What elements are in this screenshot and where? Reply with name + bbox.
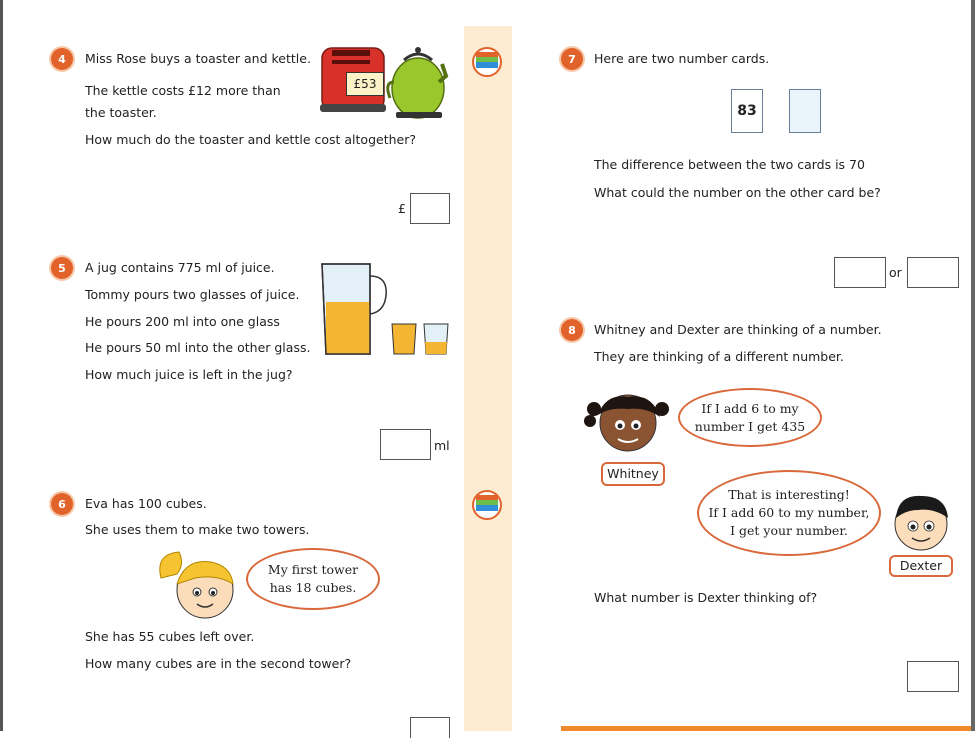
q6-answer-box[interactable] xyxy=(410,717,450,738)
q6-line1: Eva has 100 cubes. xyxy=(85,496,207,511)
page-spine xyxy=(464,26,512,731)
jug-and-glasses-image xyxy=(318,262,453,357)
price-tag: £53 xyxy=(346,72,384,96)
q7-answer-box-2[interactable] xyxy=(907,257,959,288)
number-card-83: 83 xyxy=(731,89,763,133)
dexter-bubble-line3: I get your number. xyxy=(730,523,848,538)
q8-line2: They are thinking of a different number. xyxy=(594,349,844,364)
whitney-bubble-line2: number I get 435 xyxy=(694,418,806,434)
q5-ml-unit: ml xyxy=(434,438,450,453)
whitney-face xyxy=(584,395,674,455)
q5-answer-box[interactable] xyxy=(380,429,431,460)
question-number-8: 8 xyxy=(561,319,583,341)
q4-line1: Miss Rose buys a toaster and kettle. xyxy=(85,51,311,66)
q7-question: What could the number on the other card be? xyxy=(594,185,881,200)
whitney-speech-bubble xyxy=(678,388,822,447)
q5-line4: He pours 50 ml into the other glass. xyxy=(85,340,311,355)
whitney-bubble-line1: If I add 6 to my xyxy=(701,400,799,416)
notebook-icon-top xyxy=(472,46,500,76)
page-right-edge xyxy=(971,0,975,731)
dexter-speech-bubble xyxy=(697,470,881,556)
q5-line1: A jug contains 775 ml of juice. xyxy=(85,260,275,275)
q5-line3: He pours 200 ml into one glass xyxy=(85,314,280,329)
page-left-edge xyxy=(0,0,3,731)
q7-answer-box-1[interactable] xyxy=(834,257,886,288)
q8-line1: Whitney and Dexter are thinking of a number. xyxy=(594,322,882,337)
question-number-5: 5 xyxy=(51,257,73,279)
q4-line3: the toaster. xyxy=(85,105,157,120)
eva-bubble-line1: My first tower xyxy=(267,562,359,577)
eva-bubble-line2: has 18 cubes. xyxy=(269,580,357,595)
eva-speech-bubble xyxy=(246,548,380,610)
question-number-6: 6 xyxy=(51,493,73,515)
q4-line2: The kettle costs £12 more than xyxy=(85,83,281,98)
q7-line2: The difference between the two cards is 70 xyxy=(594,157,865,172)
q8-question: What number is Dexter thinking of? xyxy=(594,590,818,605)
q8-answer-box[interactable] xyxy=(907,661,959,692)
number-card-blank[interactable] xyxy=(789,89,821,133)
eva-face xyxy=(155,548,245,620)
q4-question: How much do the toaster and kettle cost altogether? xyxy=(85,132,416,147)
q4-answer-box[interactable] xyxy=(410,193,450,224)
bottom-accent-bar xyxy=(561,726,971,731)
q6-line2: She uses them to make two towers. xyxy=(85,522,310,537)
q7-or-label: or xyxy=(889,265,902,280)
whitney-name-label: Whitney xyxy=(601,462,665,486)
question-number-4: 4 xyxy=(51,48,73,70)
notebook-icon-bottom xyxy=(472,489,500,519)
question-number-7: 7 xyxy=(561,48,583,70)
dexter-name-label: Dexter xyxy=(889,555,953,577)
q7-line1: Here are two number cards. xyxy=(594,51,770,66)
dexter-bubble-line1: That is interesting! xyxy=(728,487,850,502)
q6-question: How many cubes are in the second tower? xyxy=(85,656,352,671)
q6-line3: She has 55 cubes left over. xyxy=(85,629,255,644)
q5-line2: Tommy pours two glasses of juice. xyxy=(85,287,300,302)
q4-pound-sign: £ xyxy=(398,201,406,216)
dexter-bubble-line2: If I add 60 to my number, xyxy=(708,505,870,520)
q5-question: How much juice is left in the jug? xyxy=(85,367,293,382)
dexter-face xyxy=(888,492,954,552)
